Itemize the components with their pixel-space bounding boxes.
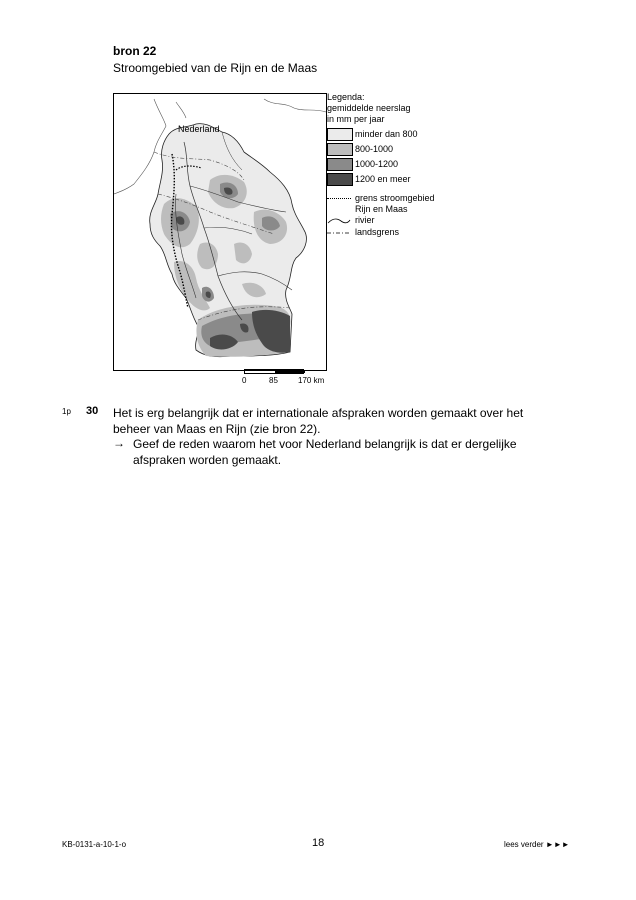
legend-class-lt800 (327, 128, 418, 143)
arrow-icon: → (113, 436, 125, 450)
legend-subtitle-line1: gemiddelde neerslag (327, 103, 411, 113)
dotted-boundary-line-icon (327, 198, 351, 199)
swatch-1000-1200 (327, 158, 353, 171)
footer-continue: lees verder ►►► (504, 840, 570, 849)
question-points: 1p (62, 407, 71, 416)
legend-river (327, 215, 411, 227)
legend-label-1000-1200: 1000-1200 (355, 159, 399, 169)
legend-label-800-1000: 800-1000 (355, 144, 394, 154)
legend-class-1200plus (327, 173, 411, 188)
legend-catchment-boundary (327, 193, 435, 215)
footer-exam-code: KB-0131-a-10-1-o (62, 840, 127, 849)
swatch-1200plus (327, 173, 353, 186)
legend-class-1000-1200 (327, 158, 411, 173)
question-instruction: Geef de reden waarom het voor Nederland belangrijk is dat er dergelijke afspraken worden gemaakt. (133, 437, 517, 467)
netherlands-label: Nederland (178, 124, 220, 134)
legend-label-river: rivier (355, 215, 375, 225)
source-title: bron 22 (113, 44, 157, 58)
legend-heading (327, 92, 411, 125)
map-graphic (114, 94, 326, 370)
scale-tick-0: 0 (242, 376, 247, 385)
legend-label-1200plus: 1200 en meer (355, 174, 411, 184)
source-subtitle: Stroomgebied van de Rijn en de Maas (113, 61, 318, 75)
scale-tick-170: 170 km (298, 376, 325, 385)
legend-country-border (327, 227, 411, 239)
map-legend (327, 92, 435, 239)
legend-title: Legenda: (327, 92, 365, 102)
rhine-meuse-map (113, 93, 327, 371)
footer-page-number: 18 (312, 837, 325, 849)
swatch-lt800 (327, 128, 353, 141)
scale-bar-graphic (244, 369, 304, 374)
swatch-800-1000 (327, 143, 353, 156)
legend-label-boundary-1: grens stroomgebied (355, 193, 435, 203)
legend-subtitle-line2: in mm per jaar (327, 114, 385, 124)
legend-label-lt800: minder dan 800 (355, 129, 418, 139)
question-number: 30 (86, 405, 99, 417)
legend-label-boundary-2: Rijn en Maas (355, 204, 408, 214)
legend-label-border: landsgrens (355, 227, 400, 237)
legend-class-800-1000 (327, 143, 411, 158)
river-line-icon (327, 217, 351, 225)
dash-dot-line-icon (327, 231, 351, 235)
scale-tick-85: 85 (269, 376, 278, 385)
question-text: Het is erg belangrijk dat er internationale afspraken worden gemaakt over het beheer van Maas en Rijn (zie bron 22). (113, 406, 524, 436)
